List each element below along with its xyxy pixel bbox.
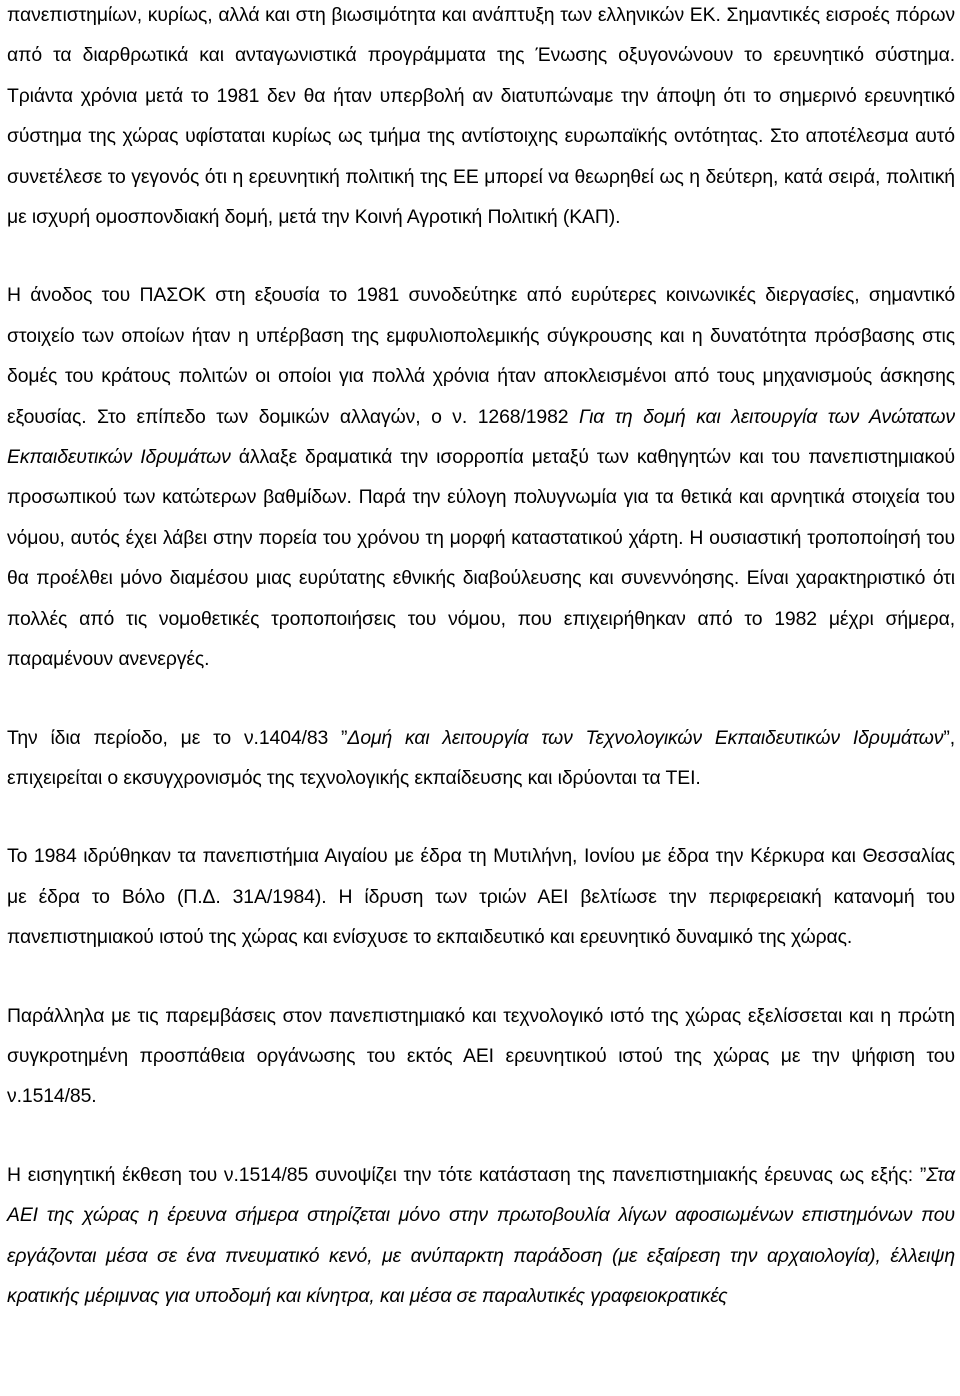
paragraph-report-1514 bbox=[7, 1155, 955, 1317]
law-title-italic: Δομή και λειτουργία των Τεχνολογικών Εκπαιδευτικών Ιδρυμάτων bbox=[347, 726, 944, 749]
paragraph-text: άλλαξε δραματικά την ισορροπία μεταξύ των καθηγητών και του πανεπιστημιακού προσωπικού των κατώτερων βαθμίδων. Παρά την εύλογη πολυγνωμία για τα θετικά και αρνητικά στοιχεία του νόμου, αυτός έχει λάβει στην πορεία του χρόνου τη μορφή καταστατικού χάρτη. Η ουσιαστική τροποποίησή του θα προέλθει μόνο διαμέσου μιας ευρύτατης εθνικής διαβούλευσης και συνεννόησης. Είναι χαρακτηριστικό ότι πολλές από τις νομοθετικές τροποποιήσεις του νόμου, που επιχειρήθηκαν από το 1982 μέχρι σήμερα, παραμένουν ανενεργές. bbox=[7, 446, 955, 671]
paragraph-text: Η εισηγητική έκθεση του ν.1514/85 συνοψίζει την τότε κατάσταση της πανεπιστημιακής έρευνας ως εξής: ” bbox=[7, 1163, 927, 1186]
paragraph-text: Η άνοδος του ΠΑΣΟΚ στη εξουσία το 1981 συνοδεύτηκε από ευρύτερες κοινωνικές διεργασίες, σημαντικό στοιχείο των οποίων ήταν η υπέρβαση της εμφυλιοπολεμικής σύγκρουσης και η δυνατότητα πρόσβασης στις δομές του κράτους πολιτών οι οποίοι για πολλά χρόνια ήταν αποκλεισμένοι από τους μηχανισμούς άσκησης εξουσίας. Στο επίπεδο των δομικών αλλαγών, ο ν. 1268/1982 bbox=[7, 284, 955, 428]
paragraph-law-1514 bbox=[7, 996, 955, 1117]
paragraph-research-eu bbox=[7, 0, 955, 237]
paragraph-research-eu-text: πανεπιστημίων, κυρίως, αλλά και στη βιωσιμότητα και ανάπτυξη των ελληνικών ΕΚ. Σημαντικές εισροές πόρων από τα διαρθρωτικά και ανταγωνιστικά προγράμματα της Ένωσης οξυγονώνουν το ερευνητικό σύστημα. Τριάντα χρόνια μετά το 1981 δεν θα ήταν υπερβολή αν διατυπώναμε την άποψη ότι το σημερινό ερευνητικό σύστημα της χώρας υφίσταται κυρίως ως τμήμα της αντίστοιχης ευρωπαϊκής οντότητας. Στο αποτέλεσμα αυτό συνετέλεσε το γεγονός ότι η ερευνητική πολιτική της ΕΕ μπορεί να θεωρηθεί ως η δεύτερη, κατά σειρά, πολιτική με ισχυρή ομοσπονδιακή δομή, μετά την Κοινή Αγροτική Πολιτική (ΚΑΠ). bbox=[7, 4, 955, 229]
paragraph-text: Την ίδια περίοδο, με το ν.1404/83 ” bbox=[7, 726, 348, 749]
paragraph-text: Το 1984 ιδρύθηκαν τα πανεπιστήμια Αιγαίου με έδρα τη Μυτιλήνη, Ιονίου με έδρα την Κέρκυρα και Θεσσαλίας με έδρα το Βόλο (Π.Δ. 31Α/1984). Η ίδρυση των τριών ΑΕΙ βελτίωσε την περιφερειακή κατανομή του πανεπιστημιακού ιστού της χώρας και ενίσχυσε το εκπαιδευτικό και ερευνητικό δυναμικό της χώρας. bbox=[7, 845, 955, 949]
document-page bbox=[7, 0, 955, 1316]
paragraph-text: Παράλληλα με τις παρεμβάσεις στον πανεπιστημιακό και τεχνολογικό ιστό της χώρας εξελίσσεται και η πρώτη συγκροτημένη προσπάθεια οργάνωσης του εκτός ΑΕΙ ερευνητικού ιστού της χώρας με την ψήφιση του ν.1514/85. bbox=[7, 1004, 955, 1108]
paragraph-pasok-law-1268 bbox=[7, 275, 955, 679]
quote-italic: Στα ΑΕΙ της χώρας η έρευνα σήμερα στηρίζεται μόνο στην πρωτοβουλία λίγων αφοσιωμένων επιστημόνων που εργάζονται μέσα σε ένα πνευματικό κενό, με ανύπαρκτη παράδοση (με εξαίρεση την αρχαιολογία), έλλειψη κρατικής μέριμνας για υποδομή και κίνητρα, και μέσα σε παραλυτικές γραφειοκρατικές bbox=[7, 1163, 955, 1307]
paragraph-universities-1984 bbox=[7, 836, 955, 957]
law-title-italic: Για τη δομή και λειτουργία των Ανώτατων Εκπαιδευτικών Ιδρυμάτων bbox=[7, 405, 956, 469]
paragraph-text: ”, επιχειρείται ο εκσυγχρονισμός της τεχνολογικής εκπαίδευσης και ιδρύονται τα ΤΕΙ. bbox=[7, 726, 955, 789]
paragraph-law-1404 bbox=[7, 718, 955, 799]
